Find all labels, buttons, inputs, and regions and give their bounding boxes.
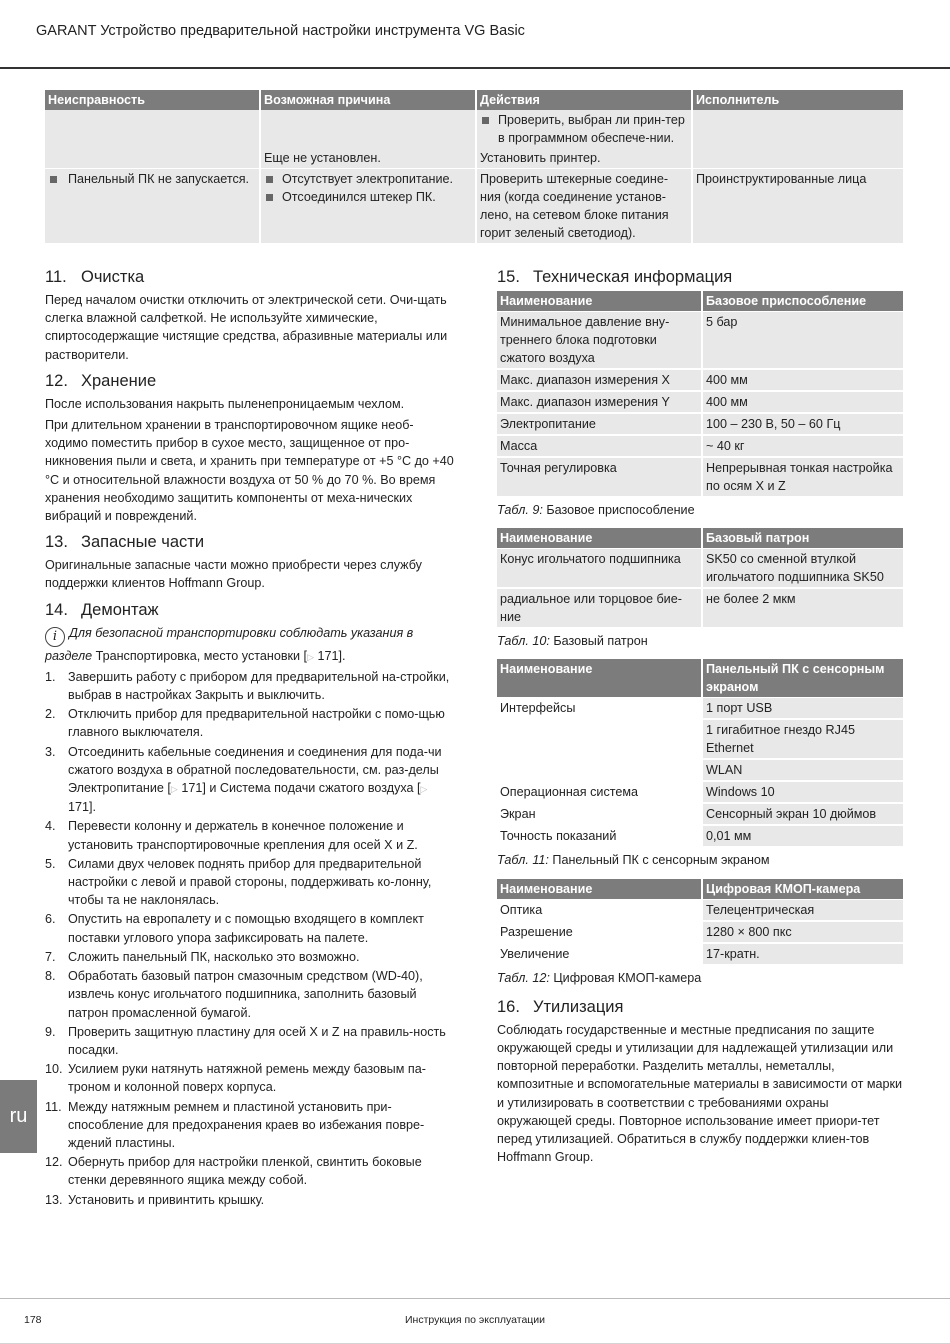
section-number: 12. — [45, 371, 68, 390]
step-number: 3. — [45, 744, 56, 759]
list-item — [45, 705, 455, 741]
cause-bullet: Отсутствует электропитание. — [264, 170, 472, 188]
table-row — [497, 719, 904, 759]
step-number: 7. — [45, 949, 56, 964]
table-cell: Непрерывная тонкая настройка по осям X и Z — [702, 457, 904, 497]
executor-text: Проинструктированные лица — [696, 172, 867, 186]
table-row — [497, 588, 904, 628]
page-reference[interactable]: 171] и Система подачи сжатого воздуха [ — [181, 781, 421, 796]
table-cell — [497, 759, 702, 781]
table-cell: 100 – 230 В, 50 – 60 Гц — [702, 413, 904, 435]
action-bullet: Проверить, выбран ли прин-тер в программном обеспече-нии. — [480, 111, 688, 147]
table-cell — [692, 110, 904, 169]
column-header: Панельный ПК с сенсорным экраном — [702, 659, 904, 698]
caption-label: Табл. 11: — [497, 853, 549, 868]
column-header: Базовое приспособление — [702, 291, 904, 312]
step-text: Проверить защитную пластину для осей X и Z на правиль-ность посадки. — [68, 1024, 446, 1057]
table-cell: SK50 со сменной втулкой игольчатого подшипника SK50 — [702, 549, 904, 589]
step-number: 1. — [45, 669, 56, 684]
table-row — [497, 921, 904, 943]
list-item — [45, 948, 455, 966]
arrow-right-icon: ▷ — [420, 784, 428, 795]
step-number: 2. — [45, 707, 56, 722]
table-cell — [497, 719, 702, 759]
caption-label: Табл. 12: — [497, 970, 550, 985]
page-number: 178 — [24, 1314, 42, 1326]
section-title: Очистка — [81, 268, 145, 286]
column-header: Наименование — [497, 659, 702, 698]
column-header: Наименование — [497, 879, 702, 900]
step-text: Завершить работу с прибором для предварительной на-стройки, выбрав в настройках Закрыть и выключить. — [68, 669, 450, 703]
table-cell: Увеличение — [497, 943, 702, 965]
table-cell: Телецентрическая — [702, 899, 904, 921]
column-header: Цифровая КМОП-камера — [702, 879, 904, 900]
cause-bullet: Отсоединился штекер ПК. — [264, 188, 472, 206]
section-heading — [45, 266, 455, 288]
table-cell: 1280 × 800 пкс — [702, 921, 904, 943]
section-number: 16. — [497, 997, 520, 1016]
action-text: Установить принтер. — [480, 151, 601, 165]
info-text: Для безопасной транспортировки соблюдать указания в разделе — [45, 625, 414, 663]
action-text: Проверить штекерные соедине-ния (когда соединение установ-лено, на сетевом блоке питания горит зеленый светодиод). — [480, 172, 669, 240]
table-row — [45, 110, 904, 169]
step-number: 4. — [45, 819, 56, 834]
list-item — [45, 1191, 455, 1209]
section-heading — [45, 599, 455, 621]
left-column — [45, 266, 455, 1210]
section-number: 14. — [45, 600, 68, 619]
section-number: 15. — [497, 268, 520, 286]
table-row — [497, 803, 904, 825]
fault-bullet: Панельный ПК не запускается. — [48, 170, 256, 188]
caption-label: Табл. 10: — [497, 634, 550, 649]
table-cell — [45, 169, 260, 244]
footer-title: Инструкция по эксплуатации — [405, 1314, 546, 1326]
info-note — [45, 624, 455, 666]
step-text: Перевести колонну и держатель в конечное положение и установить транспортировочные крепления для осей X и Z. — [68, 819, 418, 852]
section-heading — [497, 996, 905, 1018]
table-cell — [476, 110, 692, 169]
language-tab: ru — [0, 1080, 37, 1153]
table-cell: Windows 10 — [702, 781, 904, 803]
list-item — [45, 668, 455, 704]
table-cell — [260, 169, 476, 244]
step-text: Между натяжным ремнем и пластиной установить при-способление для предохранения краев во избежания повре-ждений пластины. — [68, 1099, 425, 1150]
page-reference: 171]. — [68, 800, 97, 815]
step-text: Опустить на европалету и с помощью входящего в комплект поставки углового упора зафиксировать на палете. — [68, 912, 424, 945]
section-title: Демонтаж — [81, 600, 159, 619]
table-cell: 17-кратн. — [702, 943, 904, 965]
info-icon: i — [45, 627, 65, 647]
step-number: 6. — [45, 912, 56, 927]
list-item — [45, 1060, 455, 1096]
paragraph: При длительном хранении в транспортировочном ящике необ-ходимо поместить прибор в сухое место, защищенное от про-никновения пыли и света, и хранить при температуре от +5 °C до +40 °C и относительной влажности воздуха от 50 % до 70 %. Во время хранения необходимо защитить компоненты от меха-нических вибраций и повреждений. — [45, 418, 454, 524]
table-cell: Точная регулировка — [497, 457, 702, 497]
section-heading — [45, 531, 455, 553]
list-item — [45, 967, 455, 1022]
step-number: 10. — [45, 1062, 63, 1077]
table-cell: Электропитание — [497, 413, 702, 435]
list-item — [45, 817, 455, 853]
table-row — [497, 369, 904, 391]
arrow-right-icon: ▷ — [170, 784, 178, 795]
table-cell: Сенсорный экран 10 дюймов — [702, 803, 904, 825]
section-title: Техническая информация — [533, 268, 733, 286]
section-heading — [497, 266, 905, 288]
table-cell — [45, 110, 260, 169]
table-cell: 1 порт USB — [702, 698, 904, 720]
table-row — [497, 435, 904, 457]
table-cell — [692, 169, 904, 244]
table-cell: Интерфейсы — [497, 698, 702, 720]
table-cell — [260, 110, 476, 169]
table-cell: 400 мм — [702, 369, 904, 391]
paragraph: После использования накрыть пыленепроницаемым чехлом. — [45, 396, 405, 411]
caption-text: Панельный ПК с сенсорным экраном — [552, 853, 770, 868]
list-item — [45, 1098, 455, 1153]
header-cause: Возможная причина — [260, 90, 476, 110]
step-text: Установить и привинтить крышку. — [68, 1192, 265, 1207]
table-cell — [476, 169, 692, 244]
table-cell: 1 гигабитное гнездо RJ45 Ethernet — [702, 719, 904, 759]
table-row — [497, 312, 904, 370]
step-text: Обернуть прибор для настройки пленкой, свинтить боковые стенки деревянного ящика между собой. — [68, 1155, 422, 1188]
step-number: 5. — [45, 856, 56, 871]
paragraph: Перед началом очистки отключить от электрической сети. Очи-щать слегка влажной салфеткой. Не используйте химические, спиртосодержащие чистящие средства, абразивные материалы или растворители. — [45, 293, 448, 362]
table-cell: Масса — [497, 435, 702, 457]
table-cell: радиальное или торцовое бие-ние — [497, 588, 702, 628]
table-row — [497, 781, 904, 803]
table-row — [497, 698, 904, 720]
section-title: Хранение — [81, 371, 157, 390]
step-text: Силами двух человек поднять прибор для предварительной настройки с левой и правой стороны, поддерживать ко-лонну, чтобы та не наклонялась. — [68, 856, 432, 908]
table-cell: 400 мм — [702, 391, 904, 413]
table-row — [45, 169, 904, 244]
header-executor: Исполнитель — [692, 90, 904, 110]
table-row — [497, 391, 904, 413]
table-cell: Конус игольчатого подшипника — [497, 549, 702, 589]
spec-table-panel-pc — [497, 659, 905, 848]
table-row — [497, 549, 904, 589]
spec-table-base-fixture — [497, 291, 905, 498]
list-item — [45, 1153, 455, 1189]
table-cell: не более 2 мкм — [702, 588, 904, 628]
table-cell: Минимальное давление вну-треннего блока подготовки сжатого воздуха — [497, 312, 702, 370]
step-number: 9. — [45, 1024, 56, 1039]
table-row — [497, 457, 904, 497]
caption-text: Базовое приспособление — [546, 503, 695, 517]
step-number: 8. — [45, 969, 56, 984]
list-item — [45, 910, 455, 946]
table-row — [497, 759, 904, 781]
table-cell: 5 бар — [702, 312, 904, 370]
step-number: 13. — [45, 1192, 63, 1207]
caption-text: Цифровая КМОП-камера — [553, 970, 702, 985]
section-title: Запасные части — [81, 533, 205, 552]
caption-text: Базовый патрон — [553, 634, 648, 649]
arrow-right-icon: ▷ — [307, 651, 314, 662]
cross-reference-link[interactable]: Транспортировка, место установки [ — [95, 648, 308, 663]
step-text: Отключить прибор для предварительной настройки с помо-щью главного выключателя. — [68, 707, 445, 740]
step-text: Сложить панельный ПК, насколько это возможно. — [68, 949, 360, 964]
spec-table-base-chuck — [497, 528, 905, 629]
table-caption — [497, 969, 905, 987]
table-cell: WLAN — [702, 759, 904, 781]
list-item — [45, 1023, 455, 1059]
column-header: Базовый патрон — [702, 528, 904, 549]
table-cell: Макс. диапазон измерения X — [497, 369, 702, 391]
step-number: 12. — [45, 1155, 63, 1170]
footer-divider — [0, 1298, 950, 1299]
paragraph: Соблюдать государственные и местные предписания по защите окружающей среды и утилизации для надлежащей утилизации или повторной переработки. Разделить металлы, неметаллы, композитные и вспомогательные материалы в зависимости от марки и утилизировать в соответствии с требованиями охраны окружающей среды. Повторное использование имеет приори-тет перед утилизацией. Обратиться в службу поддержки клиен-тов Hoffmann Group. — [497, 1022, 903, 1165]
step-text: Усилием руки натянуть натяжной ремень между базовым па-троном и колонной поверх корпуса. — [68, 1062, 426, 1095]
table-row — [497, 413, 904, 435]
caption-label: Табл. 9: — [497, 503, 543, 517]
table-row — [497, 899, 904, 921]
table-caption — [497, 632, 905, 650]
step-text[interactable]: Отсоединить кабельные соединения и соединения для пода-чи сжатого воздуха в обратной последовательности, см. раз-делы Электропитание [ — [68, 744, 442, 796]
table-caption — [497, 501, 905, 519]
table-row — [497, 943, 904, 965]
disassembly-steps-list — [45, 668, 455, 1209]
paragraph: Оригинальные запасные части можно приобрести через службу поддержки клиентов Hoffmann Group. — [45, 558, 422, 591]
section-number: 13. — [45, 533, 68, 552]
table-cell: Экран — [497, 803, 702, 825]
table-cell: Операционная система — [497, 781, 702, 803]
section-number: 11. — [45, 268, 67, 286]
table-cell: Разрешение — [497, 921, 702, 943]
header-action: Действия — [476, 90, 692, 110]
right-column — [497, 266, 905, 1169]
table-cell: Точность показаний — [497, 825, 702, 847]
spec-table-cmos-camera — [497, 879, 905, 966]
page-reference: 171]. — [317, 648, 346, 663]
table-caption — [497, 851, 905, 869]
column-header: Наименование — [497, 528, 702, 549]
list-item — [45, 743, 455, 817]
table-cell: Оптика — [497, 899, 702, 921]
step-text: Обработать базовый патрон смазочным средством (WD-40), извлечь конус игольчатого подшипника, заполнить базовый патрон промасленной бумагой. — [68, 969, 423, 1020]
list-item — [45, 855, 455, 910]
header-divider — [0, 67, 950, 69]
section-heading — [45, 370, 455, 392]
troubleshooting-table — [45, 90, 905, 243]
table-cell: 0,01 мм — [702, 825, 904, 847]
table-cell: Макс. диапазон измерения Y — [497, 391, 702, 413]
header-fault: Неисправность — [45, 90, 260, 110]
cause-text: Еще не установлен. — [264, 151, 381, 165]
table-cell: ~ 40 кг — [702, 435, 904, 457]
column-header: Наименование — [497, 291, 702, 312]
table-row — [497, 825, 904, 847]
document-header-title: GARANT Устройство предварительной настройки инструмента VG Basic — [36, 23, 525, 39]
section-title: Утилизация — [533, 997, 624, 1016]
step-number: 11. — [45, 1099, 62, 1114]
